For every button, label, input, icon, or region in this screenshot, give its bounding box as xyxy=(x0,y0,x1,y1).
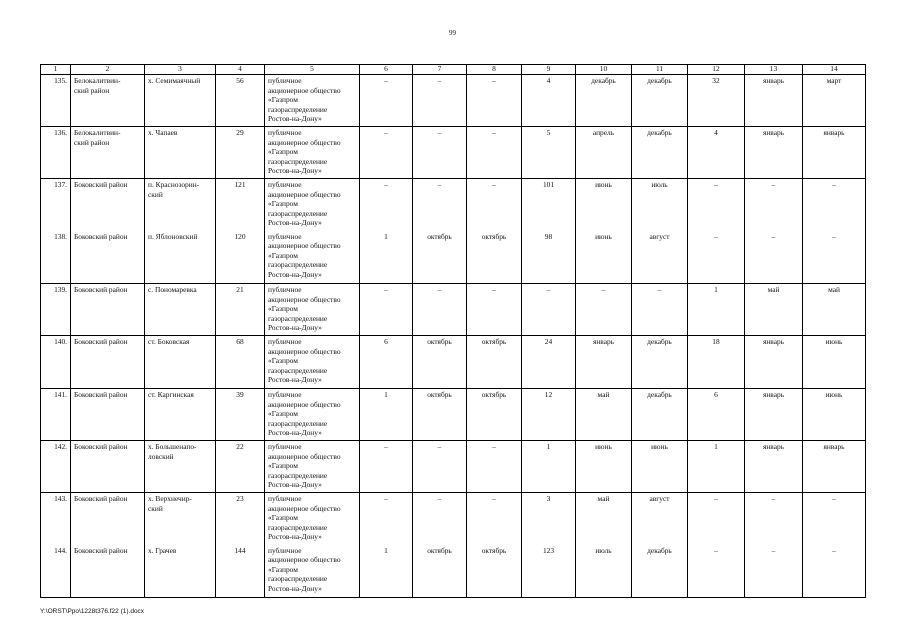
table-row xyxy=(41,284,866,336)
column-header-13: 13 xyxy=(745,65,803,75)
row-number: 142. xyxy=(41,441,71,493)
table-row xyxy=(41,179,866,231)
col10-cell: январь xyxy=(576,336,632,389)
table-row xyxy=(41,127,866,179)
col10-cell: май xyxy=(576,493,632,545)
row-number: 137. xyxy=(41,179,71,231)
settlement-cell: п. Яблоновский xyxy=(145,231,216,284)
col4-cell: 39 xyxy=(216,389,265,441)
page-number: 99 xyxy=(449,29,456,37)
row-number: 140. xyxy=(41,336,71,389)
table-row xyxy=(41,545,866,598)
col14-cell: июнь xyxy=(803,336,866,389)
row-number: 136. xyxy=(41,127,71,179)
col14-cell: март xyxy=(803,75,866,127)
district-cell: Боковский район xyxy=(71,545,145,598)
table-row xyxy=(41,75,866,127)
col11-cell: июнь xyxy=(632,441,688,493)
organization-cell: публичное акционерное общество «Газпром газораспределение Ростов-на-Дону» xyxy=(265,493,360,545)
column-header-3: 3 xyxy=(145,65,216,75)
col6-cell: – xyxy=(360,284,413,336)
col6-cell: 1 xyxy=(360,389,413,441)
col12-cell: – xyxy=(688,493,745,545)
col13-cell: май xyxy=(745,284,803,336)
col11-cell: декабрь xyxy=(632,389,688,441)
settlement-cell: с. Пономаревка xyxy=(145,284,216,336)
district-cell: Боковский район xyxy=(71,389,145,441)
col7-cell: – xyxy=(413,179,467,231)
organization-cell: публичное акционерное общество «Газпром газораспределение Ростов-на-Дону» xyxy=(265,75,360,127)
col10-cell: июль xyxy=(576,545,632,598)
col13-cell: – xyxy=(745,179,803,231)
row-number: 141. xyxy=(41,389,71,441)
col6-cell: – xyxy=(360,179,413,231)
col12-cell: – xyxy=(688,231,745,284)
district-cell: Боковский район xyxy=(71,493,145,545)
col6-cell: – xyxy=(360,127,413,179)
col9-cell: 98 xyxy=(522,231,576,284)
col4-cell: 56 xyxy=(216,75,265,127)
organization-cell: публичное акционерное общество «Газпром газораспределение Ростов-на-Дону» xyxy=(265,389,360,441)
col9-cell: 1 xyxy=(522,441,576,493)
col8-cell: октябрь xyxy=(467,336,522,389)
col10-cell: июнь xyxy=(576,231,632,284)
col8-cell: – xyxy=(467,127,522,179)
column-header-1: 1 xyxy=(41,65,71,75)
col6-cell: – xyxy=(360,493,413,545)
column-header-5: 5 xyxy=(265,65,360,75)
col8-cell: октябрь xyxy=(467,231,522,284)
col14-cell: – xyxy=(803,493,866,545)
col7-cell: октябрь xyxy=(413,336,467,389)
col13-cell: – xyxy=(745,545,803,598)
col10-cell: апрель xyxy=(576,127,632,179)
col4-cell: 22 xyxy=(216,441,265,493)
settlement-cell: х. Чапаев xyxy=(145,127,216,179)
col9-cell: 4 xyxy=(522,75,576,127)
col6-cell: 1 xyxy=(360,545,413,598)
column-header-9: 9 xyxy=(522,65,576,75)
col9-cell: 5 xyxy=(522,127,576,179)
col8-cell: октябрь xyxy=(467,389,522,441)
district-cell: Боковский район xyxy=(71,336,145,389)
col4-cell: 68 xyxy=(216,336,265,389)
col4-cell: 23 xyxy=(216,493,265,545)
col6-cell: – xyxy=(360,75,413,127)
col8-cell: – xyxy=(467,493,522,545)
organization-cell: публичное акционерное общество «Газпром газораспределение Ростов-на-Дону» xyxy=(265,336,360,389)
col4-cell: 29 xyxy=(216,127,265,179)
col4-cell: 21 xyxy=(216,284,265,336)
file-path-footer: Y:\ORST\Ppo\1228t376.f22 (1).docx xyxy=(40,608,145,615)
col10-cell: декабрь xyxy=(576,75,632,127)
col13-cell: январь xyxy=(745,389,803,441)
col7-cell: – xyxy=(413,441,467,493)
col4-cell: 120 xyxy=(216,231,265,284)
settlement-cell: х. Семимаячный xyxy=(145,75,216,127)
col12-cell: – xyxy=(688,545,745,598)
col14-cell: – xyxy=(803,179,866,231)
col11-cell: декабрь xyxy=(632,75,688,127)
col11-cell: август xyxy=(632,493,688,545)
column-header-2: 2 xyxy=(71,65,145,75)
col14-cell: июнь xyxy=(803,389,866,441)
col12-cell: 6 xyxy=(688,389,745,441)
col12-cell: 32 xyxy=(688,75,745,127)
col12-cell: 4 xyxy=(688,127,745,179)
column-header-12: 12 xyxy=(688,65,745,75)
col9-cell: 101 xyxy=(522,179,576,231)
column-header-4: 4 xyxy=(216,65,265,75)
col11-cell: июль xyxy=(632,179,688,231)
col11-cell: декабрь xyxy=(632,336,688,389)
col8-cell: – xyxy=(467,75,522,127)
organization-cell: публичное акционерное общество «Газпром газораспределение Ростов-на-Дону» xyxy=(265,545,360,598)
column-header-10: 10 xyxy=(576,65,632,75)
col7-cell: октябрь xyxy=(413,389,467,441)
col10-cell: – xyxy=(576,284,632,336)
settlement-cell: п. Краснозорин- ский xyxy=(145,179,216,231)
col9-cell: 12 xyxy=(522,389,576,441)
settlement-cell: ст. Боковская xyxy=(145,336,216,389)
header-row xyxy=(41,65,866,75)
col8-cell: – xyxy=(467,284,522,336)
col6-cell: 1 xyxy=(360,231,413,284)
col9-cell: 24 xyxy=(522,336,576,389)
col11-cell: август xyxy=(632,231,688,284)
table-row xyxy=(41,231,866,284)
col12-cell: 18 xyxy=(688,336,745,389)
col13-cell: – xyxy=(745,231,803,284)
col11-cell: – xyxy=(632,284,688,336)
col7-cell: – xyxy=(413,493,467,545)
row-number: 138. xyxy=(41,231,71,284)
district-cell: Боковский район xyxy=(71,231,145,284)
col14-cell: январь xyxy=(803,441,866,493)
col14-cell: январь xyxy=(803,127,866,179)
col10-cell: июнь xyxy=(576,441,632,493)
column-header-11: 11 xyxy=(632,65,688,75)
col14-cell: май xyxy=(803,284,866,336)
col13-cell: январь xyxy=(745,441,803,493)
row-number: 143. xyxy=(41,493,71,545)
col14-cell: – xyxy=(803,545,866,598)
col8-cell: – xyxy=(467,179,522,231)
col4-cell: 144 xyxy=(216,545,265,598)
col7-cell: – xyxy=(413,75,467,127)
settlement-cell: ст. Каргинская xyxy=(145,389,216,441)
col7-cell: октябрь xyxy=(413,545,467,598)
organization-cell: публичное акционерное общество «Газпром газораспределение Ростов-на-Дону» xyxy=(265,179,360,231)
column-header-14: 14 xyxy=(803,65,866,75)
col8-cell: октябрь xyxy=(467,545,522,598)
district-cell: Боковский район xyxy=(71,441,145,493)
col9-cell: – xyxy=(522,284,576,336)
col13-cell: январь xyxy=(745,127,803,179)
row-number: 144. xyxy=(41,545,71,598)
settlement-cell: х. Большенапо- ловский xyxy=(145,441,216,493)
col11-cell: декабрь xyxy=(632,127,688,179)
col13-cell: январь xyxy=(745,336,803,389)
column-header-6: 6 xyxy=(360,65,413,75)
col7-cell: – xyxy=(413,284,467,336)
col6-cell: – xyxy=(360,441,413,493)
col10-cell: май xyxy=(576,389,632,441)
district-cell: Белокалитвин- ский район xyxy=(71,75,145,127)
district-cell: Боковский район xyxy=(71,179,145,231)
row-number: 139. xyxy=(41,284,71,336)
organization-cell: публичное акционерное общество «Газпром газораспределение Ростов-на-Дону» xyxy=(265,441,360,493)
col11-cell: декабрь xyxy=(632,545,688,598)
column-header-7: 7 xyxy=(413,65,467,75)
col14-cell: – xyxy=(803,231,866,284)
district-cell: Белокалитвин- ский район xyxy=(71,127,145,179)
organization-cell: публичное акционерное общество «Газпром газораспределение Ростов-на-Дону» xyxy=(265,284,360,336)
table-row xyxy=(41,336,866,389)
col13-cell: январь xyxy=(745,75,803,127)
col12-cell: – xyxy=(688,179,745,231)
col7-cell: – xyxy=(413,127,467,179)
col7-cell: октябрь xyxy=(413,231,467,284)
col9-cell: 3 xyxy=(522,493,576,545)
district-cell: Боковский район xyxy=(71,284,145,336)
col9-cell: 123 xyxy=(522,545,576,598)
table-row xyxy=(41,389,866,441)
col10-cell: июнь xyxy=(576,179,632,231)
table-row xyxy=(41,441,866,493)
col8-cell: – xyxy=(467,441,522,493)
row-number: 135. xyxy=(41,75,71,127)
settlement-cell: х. Верхнечир- ский xyxy=(145,493,216,545)
organization-cell: публичное акционерное общество «Газпром газораспределение Ростов-на-Дону» xyxy=(265,231,360,284)
settlement-cell: х. Грачев xyxy=(145,545,216,598)
column-header-8: 8 xyxy=(467,65,522,75)
organization-cell: публичное акционерное общество «Газпром газораспределение Ростов-на-Дону» xyxy=(265,127,360,179)
col13-cell: – xyxy=(745,493,803,545)
col12-cell: 1 xyxy=(688,284,745,336)
col4-cell: 121 xyxy=(216,179,265,231)
col12-cell: 1 xyxy=(688,441,745,493)
col6-cell: 6 xyxy=(360,336,413,389)
table-row xyxy=(41,493,866,545)
data-table xyxy=(40,64,866,598)
